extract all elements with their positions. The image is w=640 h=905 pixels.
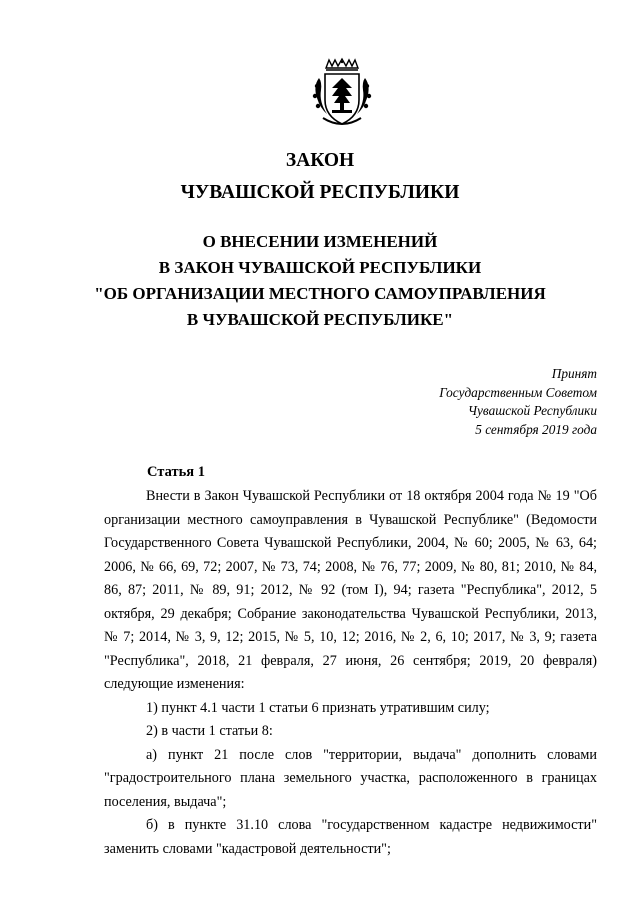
law-subject-line-1: О ВНЕСЕНИИ ИЗМЕНЕНИЙ <box>202 232 438 251</box>
adopted-by-republic: Чувашской Республики <box>467 403 597 418</box>
law-subject-line-2: В ЗАКОН ЧУВАШСКОЙ РЕСПУБЛИКИ <box>158 258 482 277</box>
law-title: ЗАКОН <box>285 150 355 171</box>
article-paragraph: Внести в Закон Чувашской Республики от 18 октября 2004 года № 19 "Об организации местного самоуправления в Чувашской Республике" (Ведомости Государственного Совета Чувашской Республики, 2004, № 60; 2005, № 63, 64; 2006, № 66, 69, 72; 2007, № 73, 74; 2008, № 76, 77; 2009, № 80, 81; 2010, № 84, 86, 87; 2011, № 89, 91; 2012, № 92 (том I), 94; газета "Республика", 2012, 5 октября, 29 декабря; Собрание законодательства Чувашской Республики, 2013, № 7; 2014, № 3, 9, 12; 2015, № 5, 10, 12; 2016, № 2, 6, 10; 2017, № 3, 9; газета "Республика", 2018, 21 февраля, 27 июня, 26 сентября; 2019, 20 февраля) следующие изменения: <box>104 488 597 692</box>
adopted-by-council: Государственным Советом <box>439 385 597 400</box>
law-subject-line-3: "ОБ ОРГАНИЗАЦИИ МЕСТНОГО САМОУПРАВЛЕНИЯ <box>94 284 546 303</box>
chuvash-republic-emblem-icon <box>309 56 375 130</box>
republic-title: ЧУВАШСКОЙ РЕСПУБЛИКИ <box>180 182 460 203</box>
adopted-label: Принят <box>551 366 597 381</box>
article-paragraph: 2) в части 1 статьи 8: <box>146 723 273 739</box>
adopted-date: 5 сентября 2019 года <box>475 422 597 437</box>
article-heading: Статья 1 <box>147 464 205 480</box>
article-paragraph: б) в пункте 31.10 слова "государственном кадастре недвижимости" заменить словами "кадастровой деятельности"; <box>104 817 597 857</box>
article-body <box>104 485 597 861</box>
law-subject-line-4: В ЧУВАШСКОЙ РЕСПУБЛИКЕ" <box>186 310 454 329</box>
article-paragraph: а) пункт 21 после слов "территории, выдача" дополнить словами "градостроительного плана земельного участка, расположенного в границах поселения, выдача"; <box>104 746 597 810</box>
article-paragraph: 1) пункт 4.1 части 1 статьи 6 признать утратившим силу; <box>146 699 490 716</box>
